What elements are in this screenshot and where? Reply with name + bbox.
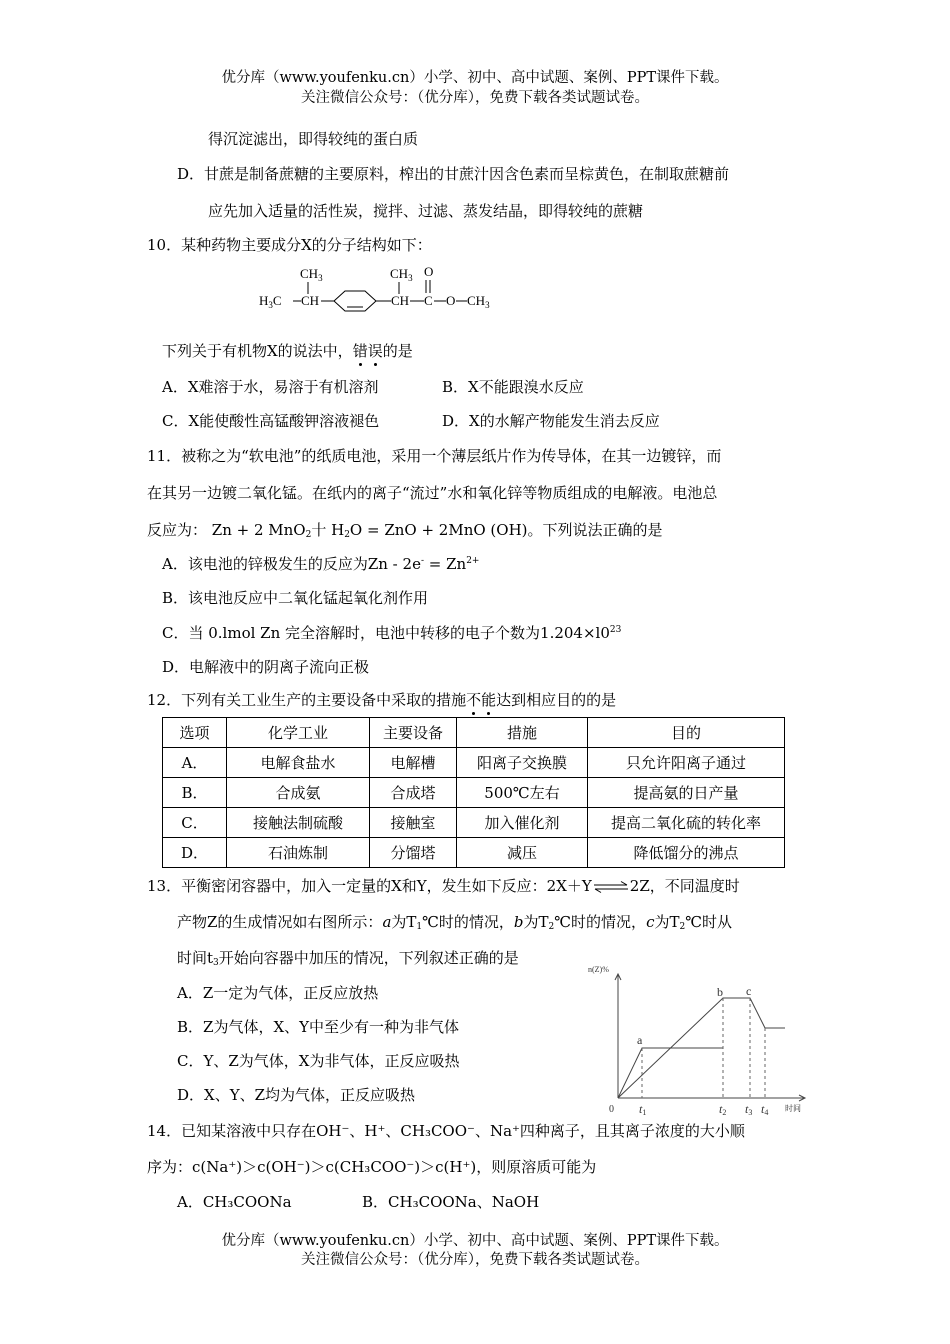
q11-option-d: D．电解液中的阴离子流向正极 <box>162 658 370 676</box>
q9-option-d-line-1: D．甘蔗是制备蔗糖的主要原料，榨出的甘蔗汁因含色素而呈棕黄色，在制取蔗糖前 <box>177 165 730 183</box>
table-cell: B． <box>163 778 227 808</box>
table-cell: 合成氨 <box>227 778 370 808</box>
struct-ch3-top-left: $CH_3$ <box>300 266 323 283</box>
table-cell: 降低馏分的沸点 <box>588 838 785 868</box>
label-b: b <box>717 985 723 999</box>
q11-option-a: A．该电池的锌极发生的反应为$Zn - 2e^- = Zn^{2+}$ <box>162 555 480 573</box>
q10-option-d: D．X的水解产物能发生消去反应 <box>442 412 660 430</box>
struct-ch-right: CH <box>391 293 410 308</box>
q11-option-b: B．该电池反应中二氧化锰起氧化剂作用 <box>162 589 429 607</box>
tick-t1: t1 <box>639 1102 647 1117</box>
table-row <box>163 748 785 778</box>
y-axis-label: n(Z)% <box>588 965 609 974</box>
table-header-cell: 目的 <box>588 718 785 748</box>
table-cell: 电解食盐水 <box>227 748 370 778</box>
q14-stem-line-2: 序为：c(Na⁺)＞c(OH⁻)＞c(CH₃COO⁻)＞c(H⁺)，则原溶质可能为 <box>147 1158 597 1176</box>
struct-ester-o: O <box>446 293 456 308</box>
table-cell: 减压 <box>457 838 588 868</box>
q13-option-d: D．X、Y、Z均为气体，正反应吸热 <box>177 1086 416 1104</box>
header-line-1: 优分库（www.youfenku.cn）小学、初中、高中试题、案例、PPT课件下载。 <box>221 70 729 86</box>
q9-option-c-continuation: 得沉淀滤出，即得较纯的蛋白质 <box>208 130 419 148</box>
table-row <box>163 808 785 838</box>
q11-stem-line-3: 反应为： Zn + 2 MnO$_2$十 $H_2O$ = ZnO + 2MnO (OH)。下列说法正确的是 <box>147 521 663 540</box>
table-cell: 分馏塔 <box>370 838 457 868</box>
q11-option-c: C．当 0.lmol Zn 完全溶解时，电池中转移的电子个数为$1.204\times l0^{23}$ <box>162 624 622 642</box>
table-cell: 提高二氧化硫的转化率 <box>588 808 785 838</box>
label-a: a <box>637 1033 643 1047</box>
table-cell: 阳离子交换膜 <box>457 748 588 778</box>
footer-line-2: 关注微信公众号：（优分库），免费下载各类试题试卷。 <box>301 1252 649 1268</box>
equilibrium-arrow-icon <box>593 881 629 893</box>
header-line-2: 关注微信公众号：（优分库），免费下载各类试题试卷。 <box>301 90 649 106</box>
q10-option-c: C．X能使酸性高锰酸钾溶液褪色 <box>162 412 380 430</box>
q14-stem-line-1: 14．已知某溶液中只存在OH⁻、H⁺、CH₃COO⁻、Na⁺四种离子，且其离子浓度的大小顺 <box>147 1122 745 1140</box>
q12-table <box>162 717 785 868</box>
q11-stem-line-1: 11．被称之为“软电池”的纸质电池，采用一个薄层纸片作为传导体，在其一边镀锌，而 <box>147 447 722 465</box>
table-cell: 石油炼制 <box>227 838 370 868</box>
table-cell: 接触室 <box>370 808 457 838</box>
q13-graph <box>585 960 815 1120</box>
tick-t3: t3 <box>745 1102 753 1117</box>
q13-option-a: A．Z一定为气体，正反应放热 <box>177 984 379 1002</box>
tick-t4: t4 <box>761 1102 769 1117</box>
origin-label: 0 <box>609 1104 614 1115</box>
q13-option-b: B．Z为气体，X、Y中至少有一种为非气体 <box>177 1018 460 1036</box>
q9-option-d-line-2: 应先加入适量的活性炭，搅拌、过滤、蒸发结晶，即得较纯的蔗糖 <box>208 202 644 220</box>
tick-t2: t2 <box>719 1102 727 1117</box>
table-row <box>163 778 785 808</box>
table-cell: 提高氨的日产量 <box>588 778 785 808</box>
struct-carbonyl-o: O <box>424 264 434 279</box>
table-cell: 只允许阳离子通过 <box>588 748 785 778</box>
table-header-cell: 化学工业 <box>227 718 370 748</box>
table-cell: 合成塔 <box>370 778 457 808</box>
struct-h3c: $H_3C$ <box>259 293 282 310</box>
table-cell: C． <box>163 808 227 838</box>
q14-option-b: B．CH₃COONa、NaOH <box>362 1193 540 1211</box>
table-cell: A． <box>163 748 227 778</box>
table-cell: D． <box>163 838 227 868</box>
table-cell: 接触法制硫酸 <box>227 808 370 838</box>
q13-option-c: C．Y、Z为气体，X为非气体，正反应吸热 <box>177 1052 460 1070</box>
footer-line-1: 优分库（www.youfenku.cn）小学、初中、高中试题、案例、PPT课件下载。 <box>221 1233 729 1249</box>
q10-prompt: 下列关于有机物X的说法中，错误的是 <box>162 342 413 360</box>
q10-molecular-structure <box>255 262 505 324</box>
struct-ch3-end: $CH_3$ <box>467 293 490 310</box>
struct-ch-left: CH <box>301 293 320 308</box>
table-header-cell: 选项 <box>163 718 227 748</box>
q10-option-a: A．X难溶于水，易溶于有机溶剂 <box>162 378 379 396</box>
q10-option-b: B．X不能跟溴水反应 <box>442 378 584 396</box>
struct-ch3-top-right: $CH_3$ <box>390 266 413 283</box>
table-row <box>163 838 785 868</box>
x-axis-label: 时间 <box>785 1104 801 1113</box>
q12-stem: 12．下列有关工业生产的主要设备中采取的措施不能达到相应目的的是 <box>147 691 617 709</box>
table-header-cell: 措施 <box>457 718 588 748</box>
table-cell: 电解槽 <box>370 748 457 778</box>
table-cell: 500℃左右 <box>457 778 588 808</box>
q13-stem-line-2: 产物Z的生成情况如右图所示：a为$T_1℃$时的情况，b为$T_2℃$时的情况，c为$T_2℃$时从 <box>177 913 732 932</box>
q13-stem-line-3: 时间$t_3$开始向容器中加压的情况，下列叙述正确的是 <box>177 949 519 968</box>
table-header-row <box>163 718 785 748</box>
label-c: c <box>746 984 752 998</box>
q14-option-a: A．CH₃COONa <box>177 1193 292 1211</box>
q13-stem-line-1: 13．平衡密闭容器中，加入一定量的X和Y，发生如下反应：2X＋Y 2Z，不同温度时 <box>147 877 740 895</box>
q11-stem-line-2: 在其另一边镀二氧化锰。在纸内的离子“流过”水和氧化锌等物质组成的电解液。电池总 <box>147 484 718 502</box>
q10-stem: 10．某种药物主要成分X的分子结构如下： <box>147 236 432 254</box>
table-header-cell: 主要设备 <box>370 718 457 748</box>
struct-carbonyl-c: C <box>424 293 433 308</box>
curve-a <box>618 1048 723 1098</box>
table-cell: 加入催化剂 <box>457 808 588 838</box>
